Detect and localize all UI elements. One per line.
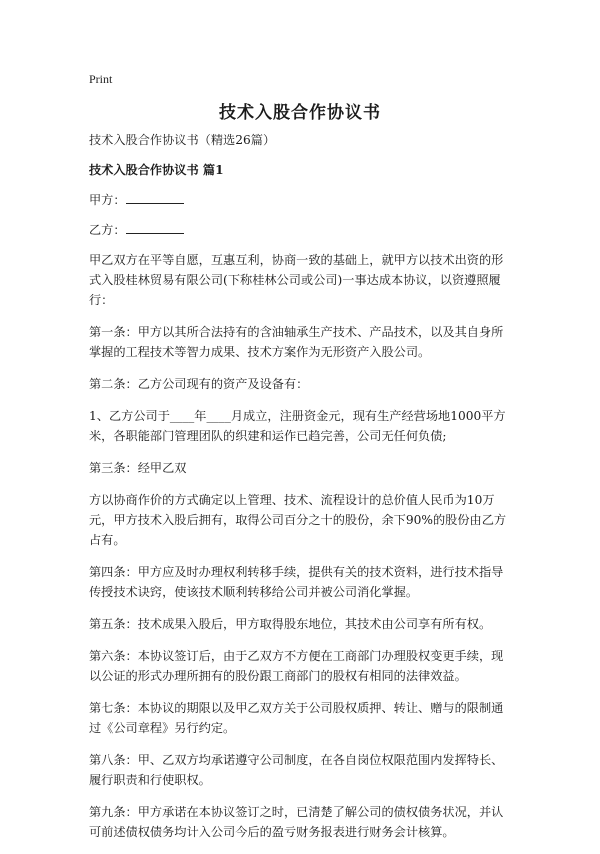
party-b-line [89, 220, 515, 240]
paragraph-article-3: 第三条：经甲乙双 [89, 461, 187, 475]
party-b-label: 乙方： [89, 223, 126, 237]
document-title: 技术入股合作协议书 [219, 103, 381, 123]
party-b-blank [126, 220, 184, 234]
paragraph-article-2: 第二条：乙方公司现有的资产及设备有： [89, 377, 309, 391]
paragraph-intro: 甲乙双方在平等自愿，互惠互利，协商一致的基础上，就甲方以技术出资的形式入股桂林贸易有限公司(下称桂林公司或公司)一事达成本协议，以资遵照履行： [89, 253, 504, 307]
party-a-blank [126, 190, 184, 204]
document-subtitle: 技术入股合作协议书（精选26篇） [89, 133, 276, 147]
paragraph-article-8: 第八条：甲、乙双方均承诺遵守公司制度，在各自岗位权限范围内发挥特长、履行职责和行使职权。 [89, 753, 504, 787]
party-a-line [89, 190, 515, 210]
print-link[interactable]: Print [89, 72, 113, 86]
paragraph-article-1: 第一条：甲方以其所合法持有的含油轴承生产技术、产品技术，以及其自身所掌握的工程技术等智力成果、技术方案作为无形资产入股公司。 [89, 325, 504, 359]
party-a-label: 甲方： [89, 193, 126, 207]
paragraph-article-4: 第四条：甲方应及时办理权利转移手续，提供有关的技术资料，进行技术指导传授技术诀窍，使该技术顺利转移给公司并被公司消化掌握。 [89, 565, 504, 599]
paragraph-article-9: 第九条：甲方承诺在本协议签订之时，已清楚了解公司的债权债务状况，并认可前述债权债务均计入公司今后的盈亏财务报表进行财务会计核算。 [89, 805, 504, 839]
paragraph-article-6: 第六条：本协议签订后，由于乙双方不方便在工商部门办理股权变更手续，现以公证的形式办理所拥有的股份跟工商部门的股权有相同的法律效益。 [89, 649, 504, 683]
paragraph-article-3-continued: 方以协商作价的方式确定以上管理、技术、流程设计的总价值人民币为10万元，甲方技术入股后拥有，取得公司百分之十的股份，余下90%的股份由乙方占有。 [89, 493, 507, 547]
paragraph-article-2-item-1: 1、乙方公司于____年____月成立，注册资金元，现有生产经营场地1000平方米，各职能部门管理团队的织建和运作已趋完善，公司无任何负债; [89, 409, 506, 443]
paragraph-article-7: 第七条：本协议的期限以及甲乙双方关于公司股权质押、转让、赠与的限制通过《公司章程》另行约定。 [89, 701, 504, 735]
document-body [89, 130, 515, 854]
paragraph-article-5: 第五条：技术成果入股后，甲方取得股东地位，其技术由公司享有所有权。 [89, 617, 492, 631]
section-heading: 技术入股合作协议书 篇1 [89, 163, 224, 177]
